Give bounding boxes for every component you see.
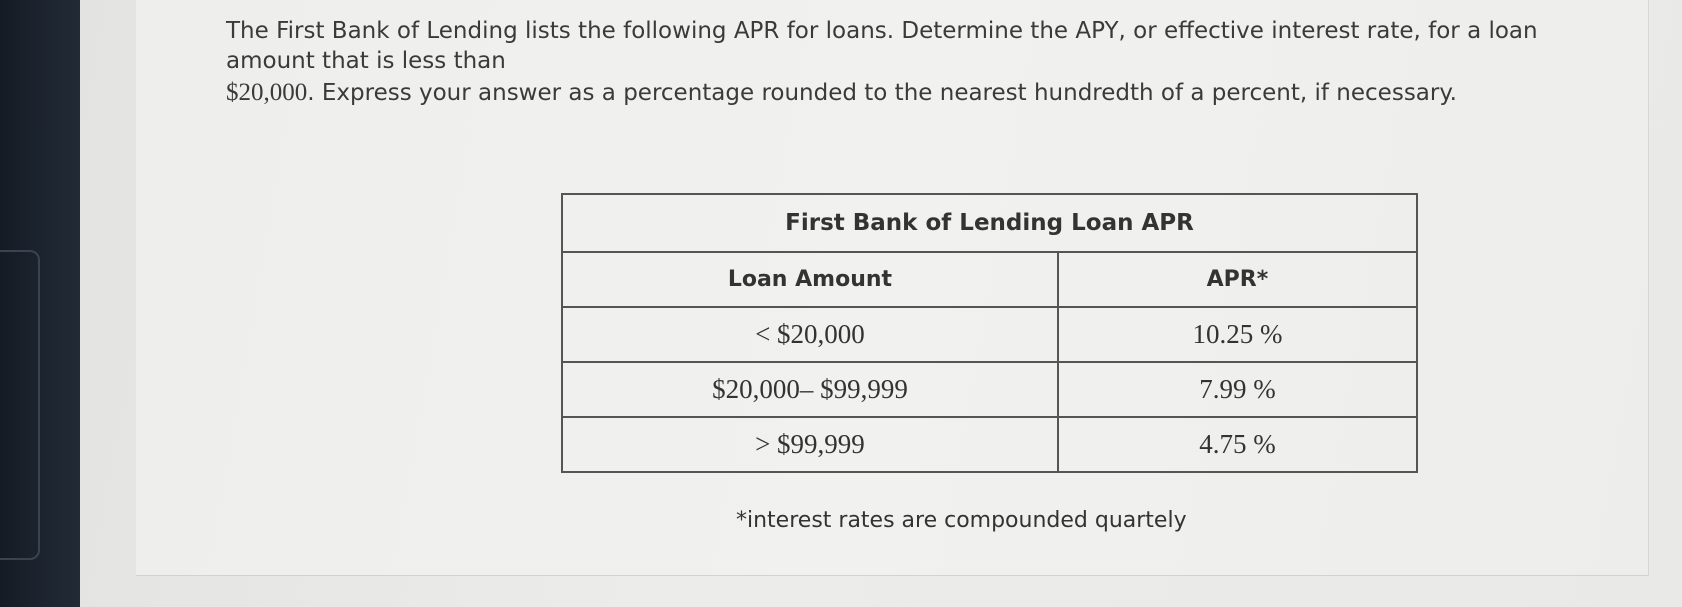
question-line-3 — [226, 78, 1682, 108]
question-line-2: amount that is less than — [226, 48, 506, 74]
table-row — [562, 417, 1417, 472]
side-tab — [0, 250, 40, 560]
apr-cell: 7.99 % — [1058, 362, 1417, 417]
apr-cell: 4.75 % — [1058, 417, 1417, 472]
screen — [80, 0, 1682, 607]
table-row — [562, 362, 1417, 417]
loan-amount-value: $20,000 — [226, 79, 308, 106]
question-line-1: The First Bank of Lending lists the following APR for loans. Determine the APY, or effective interest rate, for a loan — [226, 18, 1538, 44]
device-frame — [0, 0, 80, 607]
question-text — [226, 16, 1682, 108]
loan-amount-cell: > $99,999 — [562, 417, 1058, 472]
apr-cell: 10.25 % — [1058, 307, 1417, 362]
column-header-loan-amount: Loan Amount — [562, 252, 1058, 307]
table-title-row — [562, 194, 1417, 252]
loan-amount-cell: < $20,000 — [562, 307, 1058, 362]
table-footnote: *interest rates are compounded quartely — [736, 508, 1187, 533]
table-row — [562, 307, 1417, 362]
question-panel — [136, 0, 1649, 576]
table-header-row — [562, 252, 1417, 307]
question-instructions: . Express your answer as a percentage rounded to the nearest hundredth of a percent, if necessary. — [307, 80, 1457, 106]
loan-amount-cell: $20,000– $99,999 — [562, 362, 1058, 417]
column-header-apr: APR* — [1058, 252, 1417, 307]
loan-apr-table — [561, 193, 1418, 473]
table-title: First Bank of Lending Loan APR — [562, 194, 1417, 252]
